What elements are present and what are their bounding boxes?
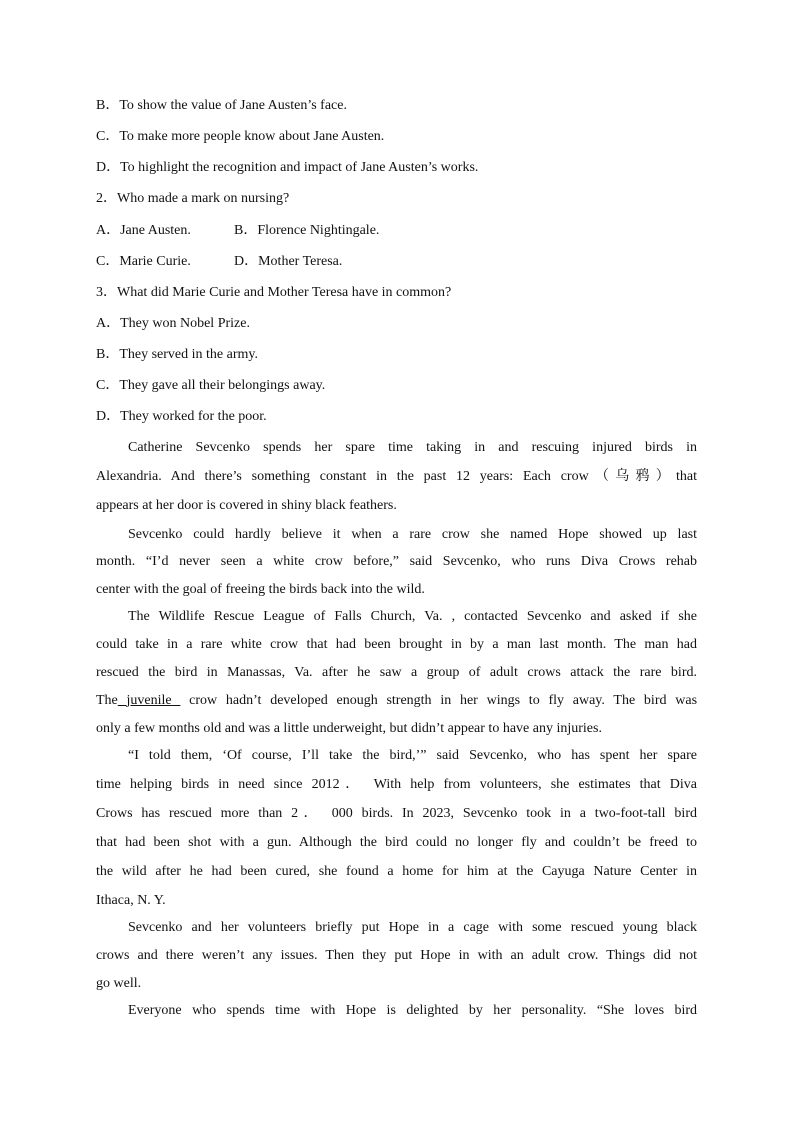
paragraph-line: Everyone who spends time with Hope is delighted by her personality. “She loves bird — [128, 1003, 697, 1018]
q2-option-b: B．Florence Nightingale. — [234, 223, 380, 238]
paragraph-5 — [96, 919, 697, 993]
paragraph-line: go well. — [96, 976, 142, 991]
paragraph-6 — [96, 1002, 697, 1020]
paragraph-line: the wild after he had been cured, she found a home for him at the Cayuga Nature Center in — [96, 864, 697, 879]
paragraph-line-with-blank — [96, 692, 697, 710]
q3-option-b: B．They served in the army. — [96, 347, 258, 362]
paragraph-line: Crows has rescued more than 2． 000 birds. In 2023, Sevcenko took in a two-foot-tall bird — [96, 806, 697, 821]
paragraph-line: rescued the bird in Manassas, Va. after he saw a group of adult crows attack the rare bird. — [96, 665, 697, 680]
paragraph-text: The — [96, 693, 118, 708]
paragraph-line: that had been shot with a gun. Although the bird could no longer fly and couldn’t be freed to — [96, 835, 697, 850]
paragraph-line: time helping birds in need since 2012． With help from volunteers, she estimates that Diva — [96, 777, 697, 792]
paragraph-line: crows and there weren’t any issues. Then they put Hope in with an adult crow. Things did not — [96, 948, 697, 963]
paragraph-line: only a few months old and was a little underweight, but didn’t appear to have any injuries. — [96, 721, 602, 736]
q3-option-d: D．They worked for the poor. — [96, 409, 267, 424]
q2-options-row-2 — [96, 253, 343, 271]
paragraph-line: “I told them, ‘Of course, I’ll take the bird,’” said Sevcenko, who has spent her spare — [128, 748, 697, 763]
q1-option-b: B．To show the value of Jane Austen’s face. — [96, 98, 347, 113]
paragraph-1 — [96, 439, 697, 515]
paragraph-3 — [96, 608, 697, 738]
paragraph-2 — [96, 526, 697, 599]
paragraph-line: Sevcenko and her volunteers briefly put Hope in a cage with some rescued young black — [128, 920, 697, 935]
paragraph-line: center with the goal of freeing the birds back into the wild. — [96, 582, 425, 597]
q2-stem: 2．Who made a mark on nursing? — [96, 191, 290, 206]
paragraph-text: crow hadn’t developed enough strength in her wings to fly away. The bird was — [189, 693, 698, 708]
paragraph-line: Alexandria. And there’s something constant in the past 12 years: Each crow（乌鸦）that — [96, 469, 697, 484]
paragraph-line: could take in a rare white crow that had been brought in by a man last month. The man had — [96, 637, 697, 652]
q3-option-a: A．They won Nobel Prize. — [96, 316, 250, 331]
q2-option-c: C．Marie Curie. — [96, 254, 191, 269]
underlined-word — [118, 693, 181, 708]
q1-option-c: C．To make more people know about Jane Austen. — [96, 129, 385, 144]
q2-option-a: A．Jane Austen. — [96, 223, 191, 238]
q2-options-row-1 — [96, 222, 380, 240]
paragraph-line: Sevcenko could hardly believe it when a rare crow she named Hope showed up last — [128, 527, 697, 542]
paragraph-4 — [96, 747, 697, 910]
paragraph-line: Catherine Sevcenko spends her spare time taking in and rescuing injured birds in — [128, 440, 697, 455]
q2-option-d: D．Mother Teresa. — [234, 254, 343, 269]
q3-option-c: C．They gave all their belongings away. — [96, 378, 326, 393]
paragraph-line: The Wildlife Rescue League of Falls Church, Va. , contacted Sevcenko and asked if she — [128, 609, 697, 624]
q3-stem: 3．What did Marie Curie and Mother Teresa have in common? — [96, 285, 452, 300]
underlined-word-text: juvenile — [126, 693, 172, 708]
paragraph-line: appears at her door is covered in shiny black feathers. — [96, 498, 397, 513]
q1-option-d: D．To highlight the recognition and impact of Jane Austen’s works. — [96, 160, 479, 175]
paragraph-line: month. “I’d never seen a white crow before,” said Sevcenko, who runs Diva Crows rehab — [96, 554, 697, 569]
paragraph-line: Ithaca, N. Y. — [96, 893, 166, 908]
